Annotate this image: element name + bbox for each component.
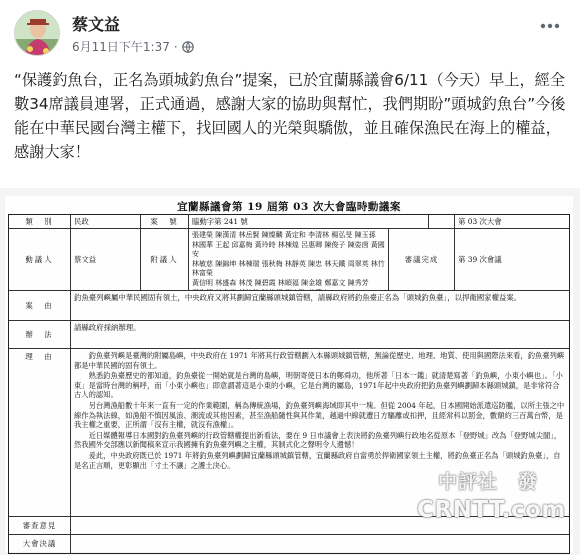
row-method: [9, 321, 569, 349]
value-resolution-no: 第 39 次會議: [458, 254, 502, 264]
cosigner-line: 林敏慈 陳錦坤 林棟瑞 張秋梅 林靜英 陳忠 林天鐵 周翠英 林竹 林富榮: [192, 259, 385, 278]
cosigner-line: 林國華 王起 邱嘉梅 黃玲時 林棟煌 呂惠卿 陳俊子 陳姿茵 黃國安: [192, 240, 385, 259]
value-category: 民政: [71, 215, 141, 228]
value-proposer: 蔡文益: [71, 229, 141, 290]
author-name[interactable]: 蔡文益: [72, 15, 121, 34]
watermark-text: 中評社 發: [438, 471, 539, 493]
label-review: 審查意見: [9, 517, 71, 534]
post-header: [14, 10, 566, 58]
watermark-logo: CRNTT.com: [417, 497, 566, 523]
blank-cell: [429, 215, 455, 228]
meta-separator: ·: [173, 39, 178, 54]
value-resolution: [71, 535, 569, 553]
label-reason: 理 由: [9, 349, 71, 516]
label-category: 類 別: [9, 215, 71, 228]
label-resolution: 大會決議: [9, 535, 71, 553]
label-case: 案 號: [141, 215, 189, 228]
row-category: [9, 215, 569, 229]
cosigner-line: 張建榮 陳漢清 林岳賢 陳燦麟 黃定和 李清林 楊弘旻 陳玉孫: [192, 231, 376, 239]
label-proposer: 動議人: [9, 229, 71, 290]
ellipsis-icon: [536, 16, 564, 36]
label-subject: 案 由: [9, 291, 71, 320]
post-meta: [72, 38, 194, 55]
globe-icon[interactable]: [182, 41, 194, 53]
row-proposer: [9, 229, 569, 291]
avatar-image: [15, 11, 60, 56]
reason-paragraph: 近日媒體報導日本國對釣魚臺列嶼的行政管轄權提出新看法，要在 9 日市議會上表決將釣魚臺列嶼行政地名從原本「登野城」改為「登野城尖閣」，然我國外交部應以新聞稿來宣示我國擁有釣魚臺列嶼之主權，其制式化之聲明令人遺憾！: [74, 430, 562, 450]
reason-paragraph: 熟悉釣魚臺歷史的都知道，釣魚臺從一開始就是台灣的島嶼，明朝寄使日本的鄭舜功，他所著「日本一鑑」就清楚寫著「釣魚嶼，小東小嶼也」。「小東」是當時台灣的稱呼，而「小東小嶼也」即意謂著這是小東的小嶼，它是台灣的屬島，1971年起中央政府把釣魚臺列嶼劃歸本縣頭城鎮，是非常符合古人的認知。: [74, 371, 563, 400]
avatar[interactable]: [14, 10, 60, 56]
row-subject: [9, 291, 569, 321]
value-subject: 釣魚臺列嶼屬中華民國固有領土，中央政府又將其劃歸宜蘭縣頭城鎮管轄，請縣政府將釣魚臺正名為「頭城釣魚臺」，以捍衛國家權益案。: [74, 293, 522, 302]
post-timestamp[interactable]: 6月11日下午1:37: [72, 40, 170, 54]
reason-paragraph: 釣魚臺列嶼是臺灣的附屬島嶼，中央政府在 1971 年將其行政管轄劃入本縣頭城鎮管轄，無論從歷史、地理、地質、使用與國際法來看，釣魚臺列嶼都是中華民國的固有領土。: [74, 351, 565, 370]
value-case: 臨動字第 241 號: [189, 215, 429, 228]
value-session: 第 03 次大會: [458, 217, 502, 226]
label-cosigner: 附議人: [141, 229, 189, 290]
post-body-text: “保護釣魚台，正名為頭城釣魚台”提案，已於宜蘭縣議會6/11（今天）早上，經全數34席議員連署，正式通過，感謝大家的協助與幫忙，我們期盼”頭城釣魚台”今後能在中華民國台灣主權下，找回國人的光榮與驕傲，並且確保漁民在海上的權益，感謝大家！: [14, 71, 566, 161]
reason-paragraph: 另台灣漁船數十年來一直有一定的作業範圍，稱為傳統漁場，釣魚臺列嶼海域即其中一塊。但從 2004 年起，日本國開始派遣巡防艦，以所主張之中線作為執法線，如漁船不慎因風浪、潮流或其他因素，甚至漁船隨性與其作業，越過中線就遭日方驅離或扣押，且經常科以罰金，數額約三百萬台幣，是我主權之重要，正所謂「沒有主權，就沒有漁權」。: [74, 400, 565, 430]
cosigner-line: 黃信明 林盛森 林茂 陳碧霞 林順福 陳金雄 鄭嘉文 陳秀芳: [192, 278, 369, 287]
reason-paragraph: 爰此，中央政府既已於 1971 年將釣魚臺列嶼劃歸宜蘭縣頭城鎮管轄，宜蘭縣政府自當勇於捍衛國家領土主權，將釣魚臺正名為「頭城釣魚臺」，自是名正言順，更彰顯出「寸土不讓」之護土決心。: [74, 450, 561, 470]
value-method: 請縣政府採納辦理。: [74, 323, 141, 332]
row-resolution: [9, 535, 569, 553]
label-review-done: 審議完成: [389, 229, 455, 290]
cosigner-line: [192, 289, 385, 290]
cosigner-list: [189, 229, 389, 290]
label-method: 辦 法: [9, 321, 71, 348]
document-title: 宜蘭縣議會第 19 屆第 03 次大會臨時動議案: [177, 201, 401, 213]
more-options-button[interactable]: [536, 16, 564, 36]
